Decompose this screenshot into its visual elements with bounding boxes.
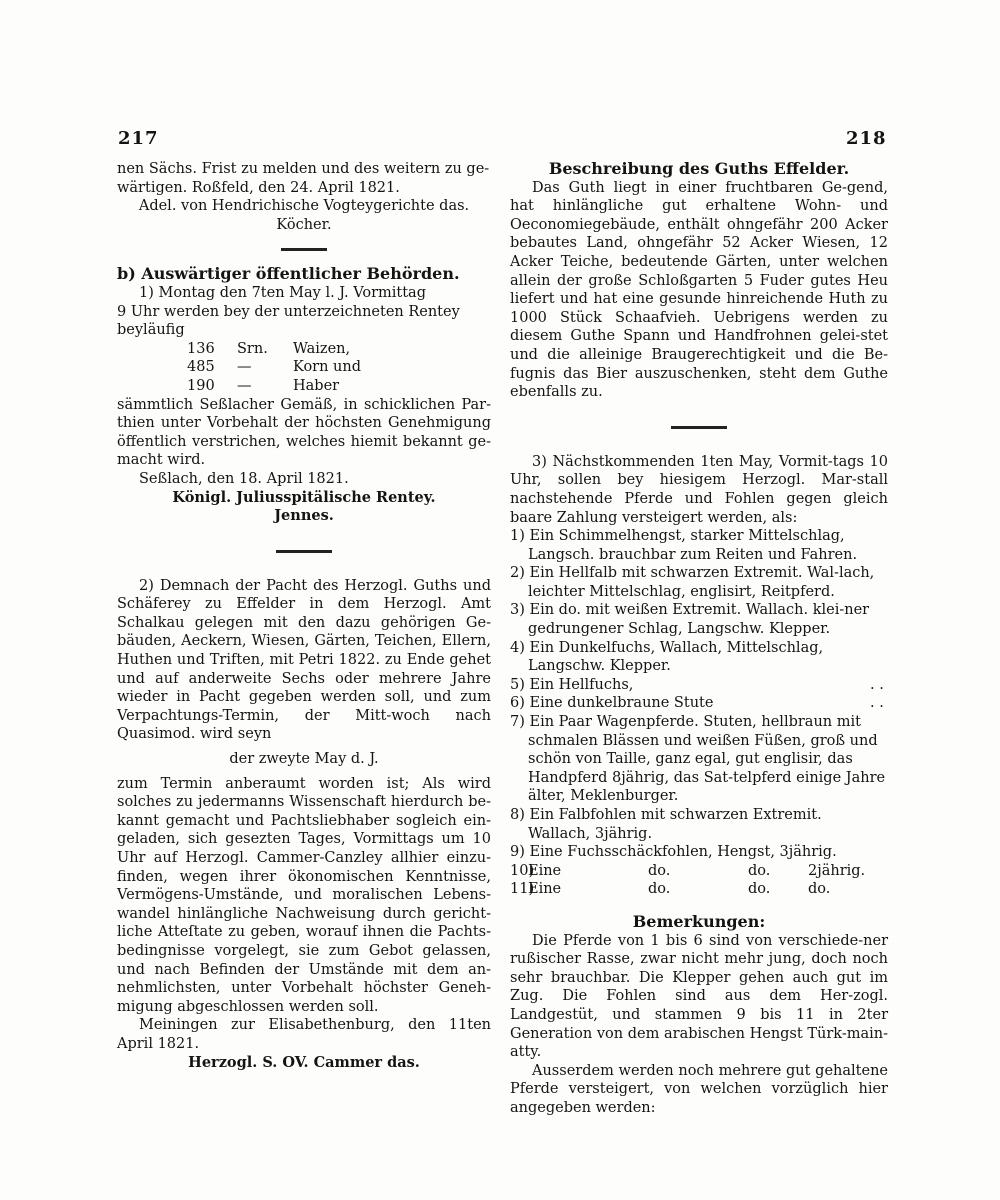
grain-unit: Srn. <box>237 340 268 357</box>
grain-row <box>117 340 491 359</box>
notice1-place: Seßlach, den 18. April 1821. <box>139 470 349 487</box>
grain-unit: — <box>237 377 252 394</box>
description-body: Das Guth liegt in einer fruchtbaren Ge-gend, hat hinlängliche gut erhaltene Wohn- und Oeconomiegebäude, enthält ohngefähr 200 Acker bebautes Land, ohngefähr 52 Acker Wiesen, 12 Acker Teiche, bedeutende Gärten, unter welchen allein der große Schloßgarten 5 Fuder gutes Heu liefert und hat eine gesunde hinreichende Huth zu 1000 Stück Schaafvieh. Uebrigens werden zu diesem Guthe Spann und Handfrohnen gelei-stet und die alleinige Braugerechtigkeit und die Be-fugnis das Bier auszuschenken, steht dem Guthe ebenfalls zu. <box>510 179 888 401</box>
right-page-number: 218 <box>846 128 887 149</box>
ditto-c: do. <box>748 881 771 898</box>
description-heading: Beschreibung des Guths Effelder. <box>548 159 850 178</box>
grain-row <box>117 358 491 377</box>
grain-unit: — <box>237 359 252 376</box>
ditto-num: 10) <box>510 862 535 879</box>
section-heading: b) Auswärtiger öffentlicher Behörden. <box>117 264 460 284</box>
intro-signature: Adel. von Hendrichische Vogteygerichte das. <box>138 198 470 215</box>
ditto-row <box>510 862 888 881</box>
list-item: 6) Eine dunkelbraune Stute . . <box>510 695 884 712</box>
notice3-intro: 3) Nächstkommenden 1ten May, Vormit-tags 10 Uhr, sollen bey hiesigem Herzogl. Mar-stall nachstehende Pferde und Fohlen gegen gleich baare Zahlung versteigert werden, als: <box>510 453 888 526</box>
ditto-d: 2jährig. <box>808 862 866 879</box>
notice2-place: Meiningen zur Elisabethenburg, den 11ten April 1821. <box>117 1017 491 1052</box>
grain-amount: 190 <box>187 377 215 394</box>
list-item: 5) Ein Hellfuchs, . . <box>510 676 884 693</box>
remarks-heading: Bemerkungen: <box>632 911 766 931</box>
notice1-signature: Königl. Juliusspitälische Rentey. <box>172 488 436 506</box>
left-page-number: 217 <box>118 128 159 149</box>
list-item: 7) Ein Paar Wagenpferde. Stuten, hellbraun mit schmalen Blässen und weißen Füßen, groß und schön von Taille, ganz egal, gut englisir, das Handpferd 8jährig, das Sat-telpferd einige Jahre älter, Meklenburger. <box>510 714 886 805</box>
remarks-body: Ausserdem werden noch mehrere gut gehaltene Pferde versteigert, von welchen vorzüglich hier angegeben werden: <box>510 1062 888 1116</box>
section-divider <box>671 426 727 429</box>
grain-amount: 136 <box>187 340 215 357</box>
ditto-b: do. <box>648 862 671 879</box>
item-text: 5) Ein Hellfuchs, <box>510 676 634 693</box>
intro-line: wärtigen. Roßfeld, den 24. April 1821. <box>117 179 400 196</box>
list-item: 4) Ein Dunkelfuchs, Wallach, Mittelschlag, Langschw. Klepper. <box>510 639 824 675</box>
notice1-line: 1) Montag den 7ten May l. J. Vormittag <box>139 284 426 301</box>
notice1-line: 9 Uhr werden bey der unterzeichneten Rentey <box>117 303 460 320</box>
ditto-c: do. <box>748 862 771 879</box>
list-item: 9) Eine Fuchsschäckfohlen, Hengst, 3jährig. <box>510 844 837 861</box>
ditto-a: Eine <box>528 862 562 879</box>
notice2-date: der zweyte May d. J. <box>229 751 379 768</box>
section-divider <box>276 550 332 553</box>
notice2-body: 2) Demnach der Pacht des Herzogl. Guths und Schäferey zu Effelder in dem Herzogl. Amt Schalkau gelegen mit den dazu gehörigen Ge-bäuden, Aeckern, Wiesen, Gärten, Teichen, Ellern, Huthen und Triften, mit Petri 1822. zu Ende gehet und auf anderweite Sechs oder mehrere Jahre wieder in Pacht gegeben werden soll, und zum Verpachtungs-Termin, der Mitt-woch nach Quasimod. wird seyn <box>117 577 491 743</box>
list-item: 1) Ein Schimmelhengst, starker Mittelschlag, Langsch. brauchbar zum Reiten und Fahren. <box>510 528 858 563</box>
intro-line: nen Sächs. Frist zu melden und des weitern zu ge- <box>117 161 490 177</box>
left-column <box>117 160 491 1072</box>
ditto-num: 11) <box>510 881 535 898</box>
item-text: 6) Eine dunkelbraune Stute <box>510 695 714 712</box>
notice1-name: Jennes. <box>274 507 334 525</box>
notice2-body-continued: zum Termin anberaumt worden ist; Als wird solches zu jedermanns Wissenschaft hierdurch be-kannt gemacht und Pachtsliebhaber sogleich ein-geladen, sich gesezten Tages, Vormittags um 10 Uhr auf Herzogl. Cammer-Canzley allhier einzu-finden, wegen ihrer ökonomischen Kenntnisse, Vermögens-Umstände, und moralischen Lebens-wandel hinlängliche Nachweisung durch gericht-liche Atteſtate zu geben, worauf ihnen die Pachts-bedingnisse vorgelegt, sie zum Gebot gelassen, und nach Befinden der Umstände mit dem an-nehmlichsten, unter Vorbehalt höchster Geneh-migung abgeschlossen werden soll. <box>117 775 491 1015</box>
grain-name: Waizen, <box>293 340 351 357</box>
notice1-body: sämmtlich Seßlacher Gemäß, in schicklichen Par-thien unter Vorbehalt der höchsten Genehmigung öffentlich verstrichen, welches hiemit bekannt ge-macht wird. <box>117 396 491 469</box>
right-column <box>510 160 888 1118</box>
ditto-row <box>510 880 888 899</box>
grain-name: Korn und <box>293 359 362 376</box>
grain-amount: 485 <box>187 359 215 376</box>
ditto-d: do. <box>808 881 831 898</box>
intro-signature-name: Köcher. <box>276 216 332 233</box>
notice1-line: beyläufig <box>117 322 185 339</box>
ditto-b: do. <box>648 881 671 898</box>
list-item: 2) Ein Hellfalb mit schwarzen Extremit. Wal-lach, leichter Mittelschlag, englisirt, Reitpferd. <box>510 565 875 600</box>
horse-list <box>510 527 888 862</box>
grain-row <box>117 377 491 396</box>
list-item: 3) Ein do. mit weißen Extremit. Wallach. klei-ner gedrungener Schlag, Langschw. Klepper. <box>510 602 870 638</box>
ditto-a: Eine <box>528 881 562 898</box>
notice2-signature: Herzogl. S. OV. Cammer das. <box>188 1053 420 1071</box>
remarks-body: Die Pferde von 1 bis 6 sind von verschiede-ner rußischer Rasse, zwar nicht mehr jung, doch noch sehr brauchbar. Die Klepper gehen auch gut im Zug. Die Fohlen sind aus dem Her-zogl. Landgestüt, und stammen 9 bis 11 in 2ter Generation von dem arabischen Hengst Türk-main-atty. <box>510 932 888 1061</box>
grain-name: Haber <box>293 377 340 394</box>
section-divider <box>281 248 327 251</box>
list-item: 8) Ein Falbfohlen mit schwarzen Extremit. Wallach, 3jährig. <box>510 807 822 842</box>
